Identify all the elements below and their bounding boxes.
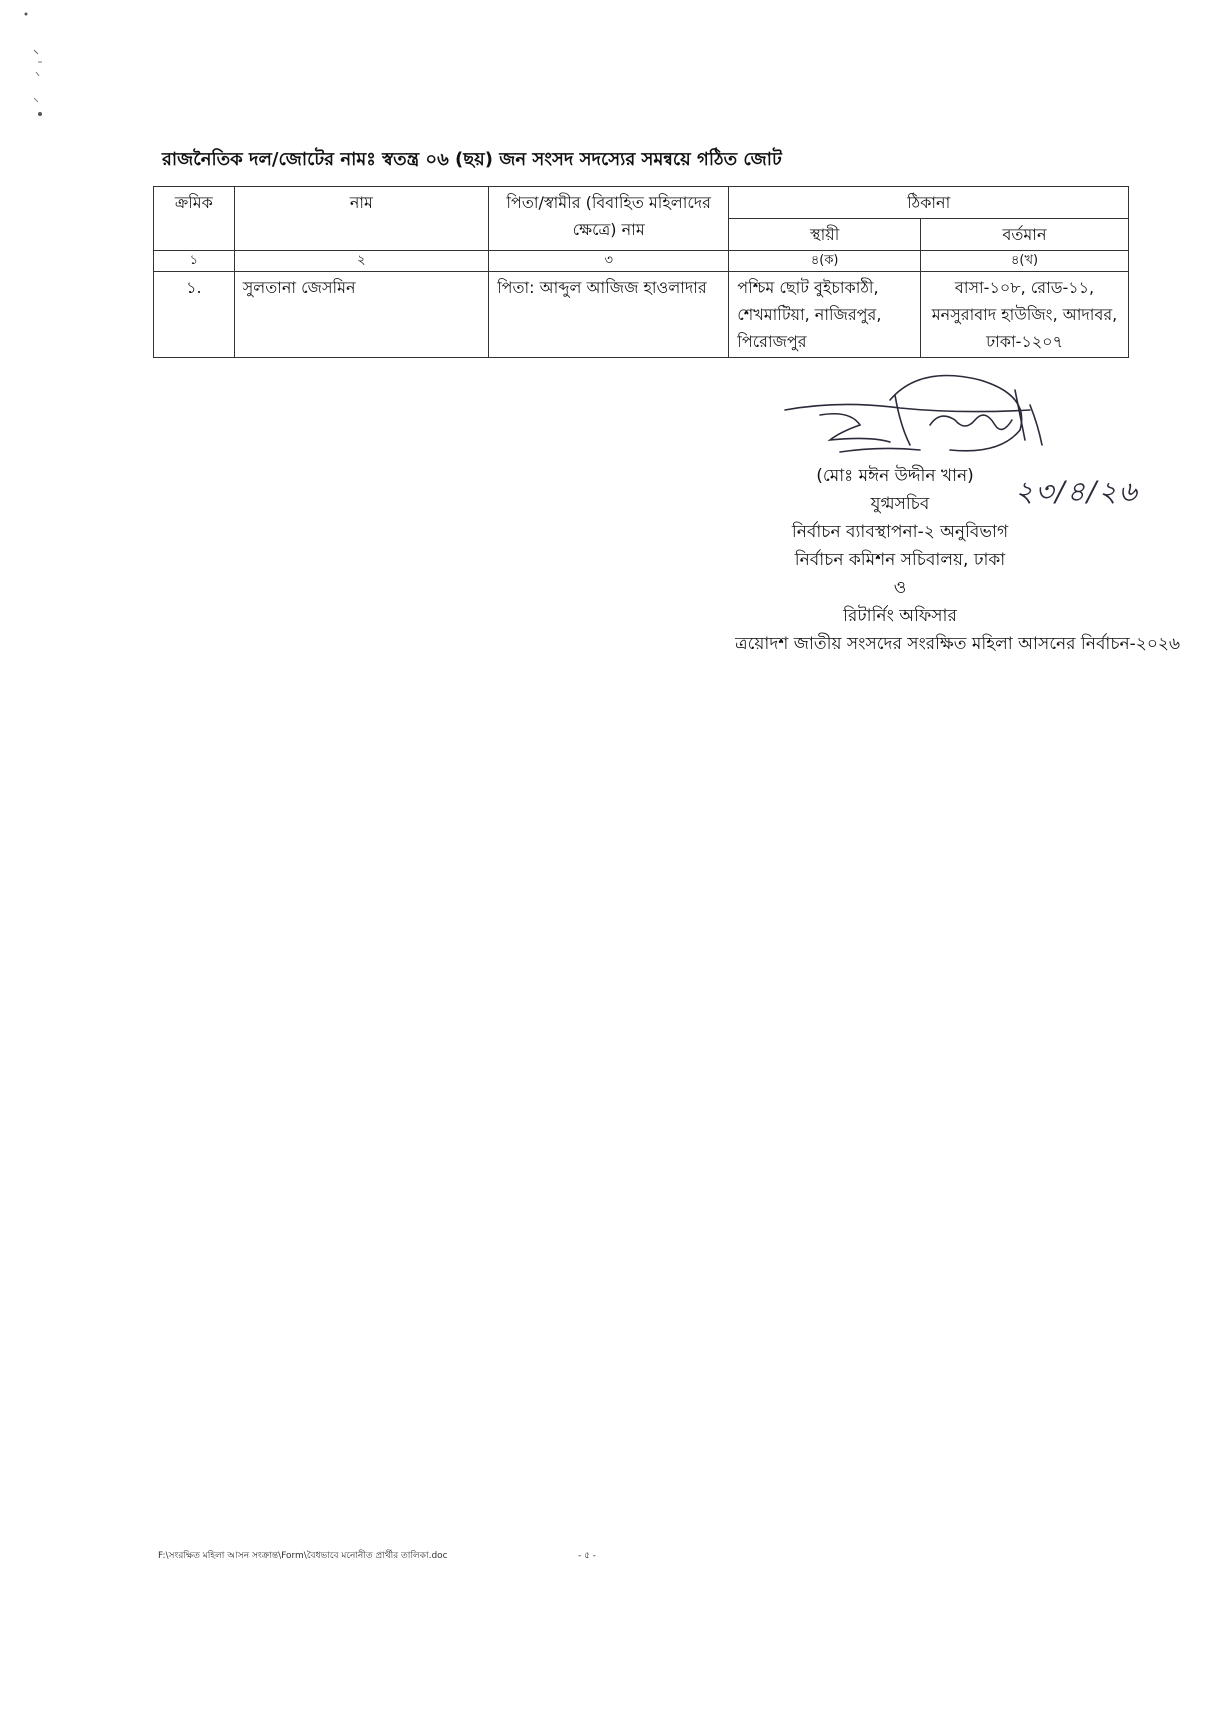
row-present-address: বাসা-১০৮, রোড-১১, মনসুরাবাদ হাউজিং, আদাবর, ঢাকা-১২০৭: [921, 272, 1129, 358]
handwritten-date: ২৩/৪/২৬: [1015, 475, 1139, 508]
officer-office: নির্বাচন কমিশন সচিবালয়, ঢাকা: [794, 550, 1006, 570]
conjunction: ও: [893, 578, 907, 598]
column-number: ২: [234, 251, 488, 272]
column-number: ১: [154, 251, 235, 272]
header-name: নাম: [234, 187, 488, 251]
officer-role: রিটার্নিং অফিসার: [843, 606, 957, 626]
officer-division: নির্বাচন ব্যাবস্থাপনা-২ অনুবিভাগ: [791, 522, 1009, 542]
officer-designation: যুগ্মসচিব: [870, 494, 930, 514]
nominee-table: [153, 186, 1129, 358]
table-row: [154, 272, 1129, 358]
row-name: সুলতানা জেসমিন: [234, 272, 488, 358]
column-number: ৪(খ): [921, 251, 1129, 272]
footer-page-number: - ৫ -: [578, 1551, 597, 1561]
election-name: ত্রয়োদশ জাতীয় সংসদের সংরক্ষিত মহিলা আসনের নির্বাচন-২০২৬: [735, 634, 1180, 654]
header-present: বর্তমান: [921, 219, 1129, 251]
header-address: ঠিকানা: [729, 187, 1129, 219]
table-header-row: [154, 187, 1129, 219]
column-number: ৪(ক): [729, 251, 921, 272]
row-permanent-address: পশ্চিম ছোট বুইচাকাঠী, শেখমাটিয়া, নাজিরপুর, পিরোজপুর: [729, 272, 921, 358]
row-serial: ১.: [154, 272, 235, 358]
handwritten-signature: [780, 370, 1100, 470]
row-father-husband: পিতা: আব্দুল আজিজ হাওলাদার: [489, 272, 729, 358]
officer-name: (মোঃ মঈন উদ্দীন খান): [816, 466, 974, 486]
header-serial: ক্রমিক: [154, 187, 235, 251]
column-number-row: [154, 251, 1129, 272]
header-father-husband: পিতা/স্বামীর (বিবাহিত মহিলাদের ক্ষেত্রে) নাম: [489, 187, 729, 251]
party-heading: রাজনৈতিক দল/জোটের নামঃ স্বতন্ত্র ০৬ (ছয়) জন সংসদ সদস্যের সমন্বয়ে গঠিত জোট: [162, 149, 782, 170]
column-number: ৩: [489, 251, 729, 272]
signature-block: [620, 462, 1180, 658]
scan-artifacts: [20, 10, 50, 120]
header-permanent: স্থায়ী: [729, 219, 921, 251]
footer-file-path: F:\সংরক্ষিত মহিলা আসন সংক্রান্ত\Form\বৈধভাবে মনোনীত প্রার্থীর তালিকা.doc: [158, 1551, 448, 1561]
